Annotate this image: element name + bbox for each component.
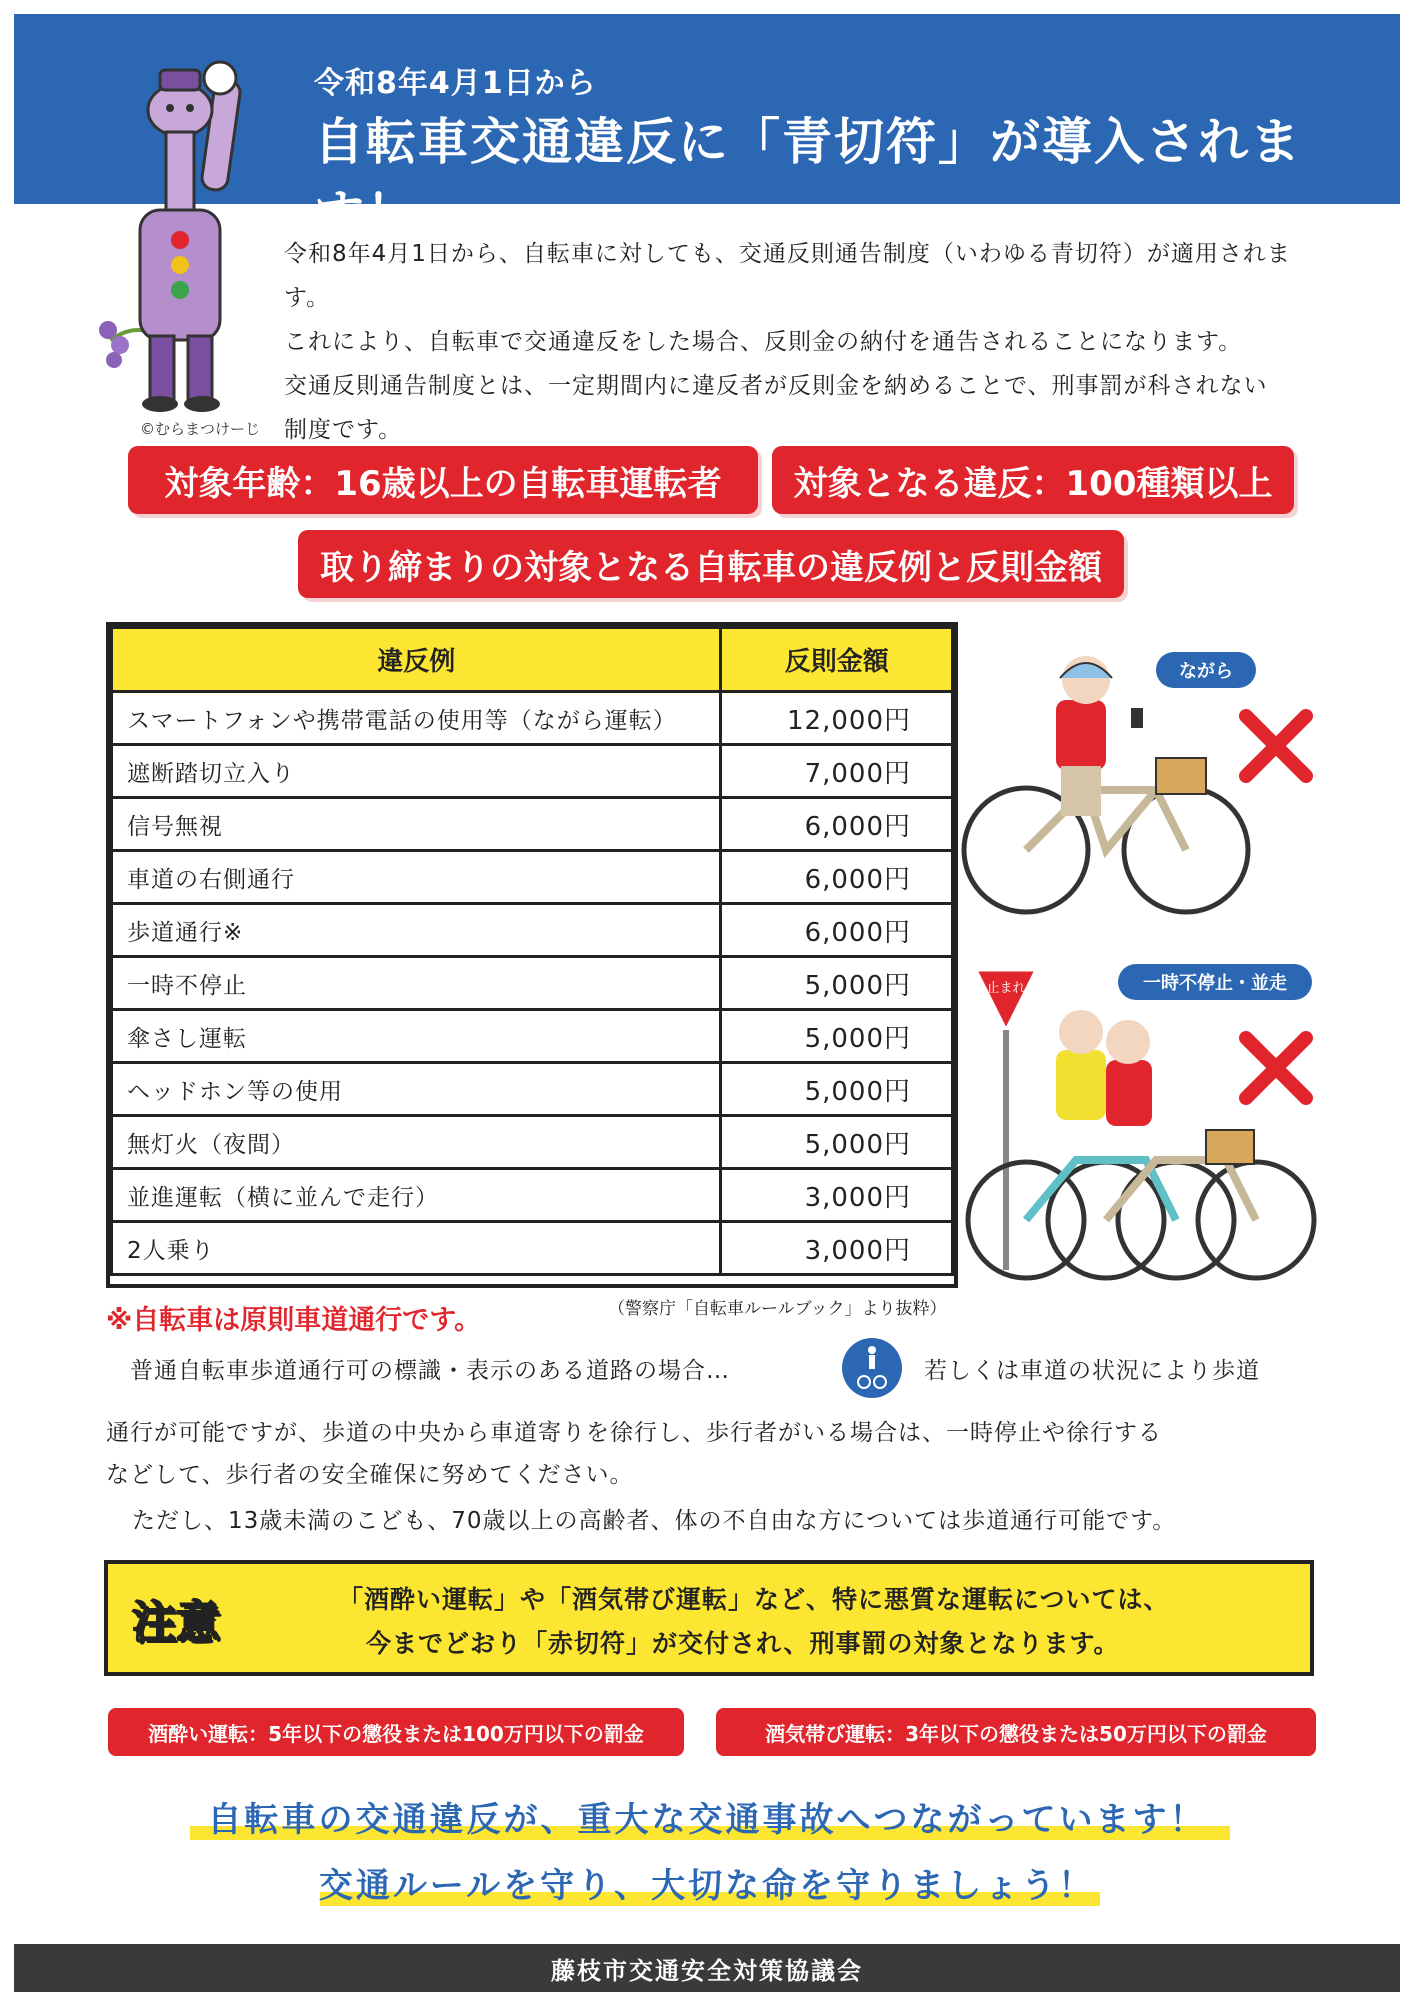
- violation-cell: 遮断踏切立入り: [112, 745, 721, 798]
- sidewalk-note-line-1b: 若しくは車道の状況により歩道: [924, 1358, 1260, 1384]
- drunk-driving-penalty: 酒酔い運転：5年以下の懲役または100万円以下の罰金: [108, 1708, 684, 1756]
- caution-line-2: 今までどおり「赤切符」が交付され、刑事罰の対象となります。: [366, 1629, 1120, 1658]
- column-header-amount: 反則金額: [721, 628, 953, 692]
- caution-label: 注意: [132, 1597, 220, 1648]
- sidewalk-exception-note: ただし、13歳未満のこども、70歳以上の高齢者、体の不自由な方については歩道通行可能です。: [132, 1508, 1177, 1534]
- intro-line-1: 令和8年4月1日から、自転車に対しても、交通反則通告制度（いわゆる青切符）が適用されます。: [284, 241, 1291, 311]
- violation-cell: 並進運転（横に並んで走行）: [112, 1169, 721, 1222]
- violation-cell: スマートフォンや携帯電話の使用等（ながら運転）: [112, 692, 721, 745]
- amount-cell: 6,000円: [721, 904, 953, 957]
- sidewalk-note-line-3: などして、歩行者の安全確保に努めてください。: [106, 1462, 634, 1488]
- sidewalk-note-line-1: 普通自転車歩道通行可の標識・表示のある道路の場合…: [130, 1358, 730, 1384]
- table-row: [112, 1010, 953, 1063]
- violation-cell: 車道の右側通行: [112, 851, 721, 904]
- mascot-illustration: [90, 40, 270, 420]
- violation-cell: 信号無視: [112, 798, 721, 851]
- intro-line-3: 交通反則通告制度とは、一定期間内に違反者が反則金を納めることで、刑事罰が科されない: [284, 373, 1268, 399]
- amount-cell: 5,000円: [721, 957, 953, 1010]
- table-row: [112, 904, 953, 957]
- amount-cell: 3,000円: [721, 1169, 953, 1222]
- table-row: [112, 745, 953, 798]
- header-date: 令和8年4月1日から: [314, 66, 597, 101]
- column-header-violation: 違反例: [112, 628, 721, 692]
- table-row: [112, 1063, 953, 1116]
- page-title: 自転車交通違反に「青切符」が導入されます！: [314, 113, 1302, 243]
- amount-cell: 3,000円: [721, 1222, 953, 1275]
- table-heading-badge: 取り締まりの対象となる自転車の違反例と反則金額: [298, 530, 1124, 598]
- alcohol-driving-penalty: 酒気帯び運転：3年以下の懲役または50万円以下の罰金: [716, 1708, 1316, 1756]
- tag-stop-parallel: 一時不停止・並走: [1118, 964, 1312, 1000]
- amount-cell: 5,000円: [721, 1116, 953, 1169]
- parallel-cyclists-illustration: [956, 960, 1318, 1290]
- target-violations-badge: 対象となる違反：100種類以上: [772, 446, 1294, 514]
- target-age-badge: 対象年齢：16歳以上の自転車運転者: [128, 446, 758, 514]
- table-header-row: [112, 628, 953, 692]
- table-source: （警察庁「自転車ルールブック」より抜粋）: [608, 1299, 947, 1319]
- footer-organization: 藤枝市交通安全対策協議会: [14, 1944, 1400, 1992]
- caution-line-1: 「酒酔い運転」や「酒気帯び運転」など、特に悪質な運転については、: [338, 1585, 1170, 1614]
- table-row: [112, 798, 953, 851]
- amount-cell: 12,000円: [721, 692, 953, 745]
- caution-box: [104, 1560, 1314, 1676]
- intro-line-4: 制度です。: [284, 417, 403, 443]
- cross-icon: [1238, 708, 1314, 784]
- tag-nagara: ながら: [1156, 652, 1256, 688]
- table-row: [112, 957, 953, 1010]
- amount-cell: 6,000円: [721, 851, 953, 904]
- amount-cell: 5,000円: [721, 1010, 953, 1063]
- intro-line-2: これにより、自転車で交通違反をした場合、反則金の納付を通告されることになります。: [284, 329, 1243, 355]
- roadway-rule-note: ※自転車は原則車道通行です。: [106, 1305, 482, 1336]
- amount-cell: 6,000円: [721, 798, 953, 851]
- sidewalk-note-line-2: 通行が可能ですが、歩道の中央から車道寄りを徐行し、歩行者がいる場合は、一時停止や徐行する: [106, 1420, 1162, 1446]
- caution-text: [338, 1578, 1170, 1666]
- violation-cell: 一時不停止: [112, 957, 721, 1010]
- table-row: [112, 1222, 953, 1275]
- violation-cell: 無灯火（夜間）: [112, 1116, 721, 1169]
- violation-cell: ヘッドホン等の使用: [112, 1063, 721, 1116]
- amount-cell: 7,000円: [721, 745, 953, 798]
- slogan-line-2: 交通ルールを守り、大切な命を守りましょう！: [318, 1866, 1096, 1906]
- table-row: [112, 692, 953, 745]
- slogan-line-1: 自転車の交通違反が、重大な交通事故へつながっています！: [207, 1800, 1207, 1840]
- violation-cell: 2人乗り: [112, 1222, 721, 1275]
- cross-icon: [1238, 1030, 1314, 1106]
- violation-cell: 傘さし運転: [112, 1010, 721, 1063]
- table-row: [112, 851, 953, 904]
- violation-cell: 歩道通行※: [112, 904, 721, 957]
- mascot-credit: ©むらまつけーじ: [140, 420, 261, 438]
- amount-cell: 5,000円: [721, 1063, 953, 1116]
- sidewalk-bicycle-sign-icon: [840, 1336, 904, 1400]
- stop-sign-text: 止まれ: [986, 981, 1026, 996]
- violation-table: [106, 622, 958, 1288]
- table-row: [112, 1116, 953, 1169]
- intro-text: [284, 232, 1324, 452]
- table-row: [112, 1169, 953, 1222]
